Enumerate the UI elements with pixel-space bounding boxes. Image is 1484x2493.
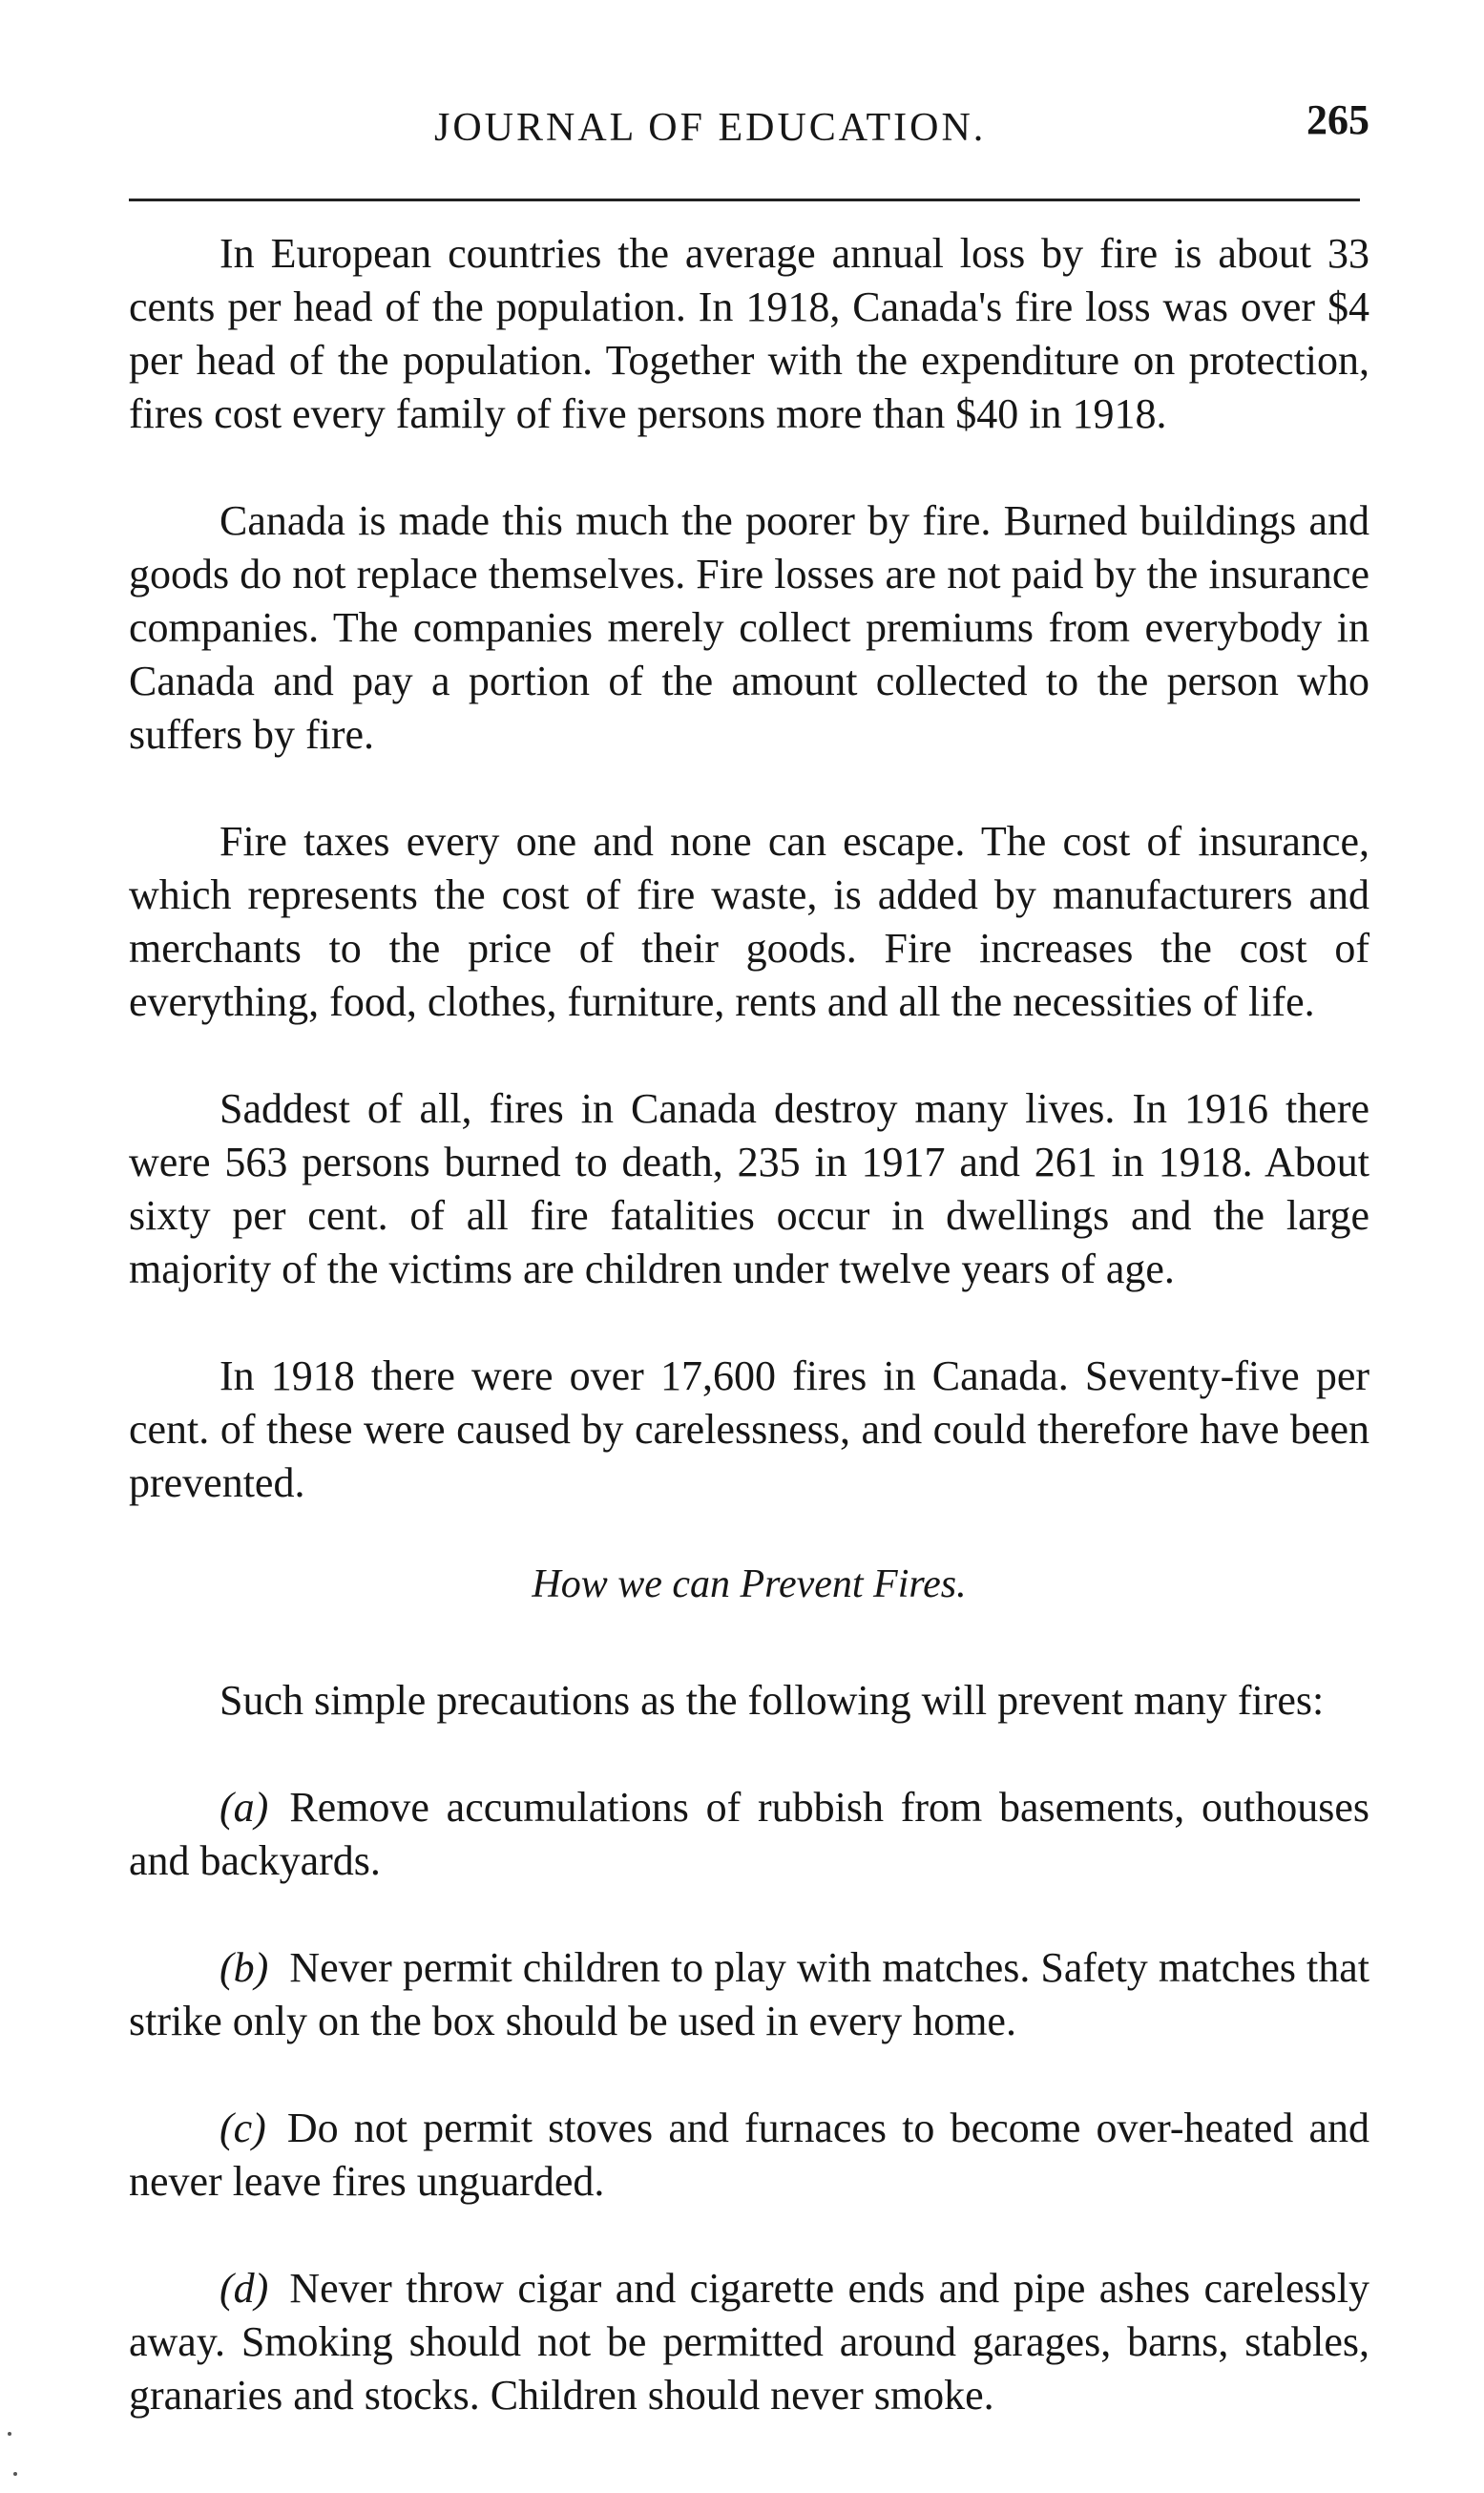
precaution-text: Never permit children to play with matches. Safety matches that strike only on the box should be used in every home.: [129, 1944, 1369, 2044]
running-head: [129, 88, 1369, 155]
precaution-marker: (b): [219, 1944, 269, 1991]
journal-title: JOURNAL OF EDUCATION.: [434, 106, 987, 150]
paragraph-fire-loss-per-head: In European countries the average annual loss by fire is about 33 cents per head of the population. In 1918, Canada's fire loss was over $4 per head of the population. Together with the expenditure on protection, fires cost every family of five persons more than $40 in 1918.: [129, 230, 1369, 437]
paragraph-precautions-intro: Such simple precautions as the following will prevent many fires:: [219, 1677, 1325, 1724]
precaution-item: [129, 2262, 1369, 2422]
precaution-item: [129, 1781, 1369, 1888]
precaution-text: Never throw cigar and cigarette ends and pipe ashes carelessly away. Smoking should not be permitted around garages, barns, stables, granaries and stocks. Children should never smoke.: [129, 2265, 1369, 2419]
precaution-marker: (a): [219, 1784, 269, 1831]
precaution-text: Remove accumulations of rubbish from basements, outhouses and backyards.: [129, 1784, 1369, 1884]
page-number: 265: [1306, 96, 1369, 143]
paragraph-fires-1918: In 1918 there were over 17,600 fires in Canada. Seventy-five per cent. of these were caused by carelessness, and could therefore have been prevented.: [129, 1352, 1369, 1506]
precaution-text: Do not permit stoves and furnaces to become over-heated and never leave fires unguarded.: [129, 2105, 1369, 2205]
section-heading: How we can Prevent Fires.: [532, 1562, 967, 1606]
paper-speck: [8, 2432, 11, 2436]
body-text: [129, 227, 1369, 2422]
paper-speck: [13, 2472, 17, 2476]
paragraph-fire-taxes: Fire taxes every one and none can escape. The cost of insurance, which represents the cost of fire waste, is added by manufacturers and merchants to the price of their goods. Fire increases the cost of everything, food, clothes, furniture, rents and all the necessities of life.: [129, 818, 1369, 1025]
paragraph-fire-fatalities: Saddest of all, fires in Canada destroy many lives. In 1916 there were 563 persons burned to death, 235 in 1917 and 261 in 1918. About sixty per cent. of all fire fatalities occur in dwellings and the large majority of the victims are children under twelve years of age.: [129, 1085, 1369, 1292]
precaution-item: [129, 2102, 1369, 2209]
precaution-item: [129, 1941, 1369, 2048]
paragraph-canada-poorer: Canada is made this much the poorer by fire. Burned buildings and goods do not replace themselves. Fire losses are not paid by the insurance companies. The companies merely collect premiums from everybody in Canada and pay a portion of the amount collected to the person who suffers by fire.: [129, 497, 1369, 758]
precaution-marker: (c): [219, 2105, 266, 2151]
header-rule: [129, 199, 1360, 201]
precaution-marker: (d): [219, 2265, 269, 2312]
